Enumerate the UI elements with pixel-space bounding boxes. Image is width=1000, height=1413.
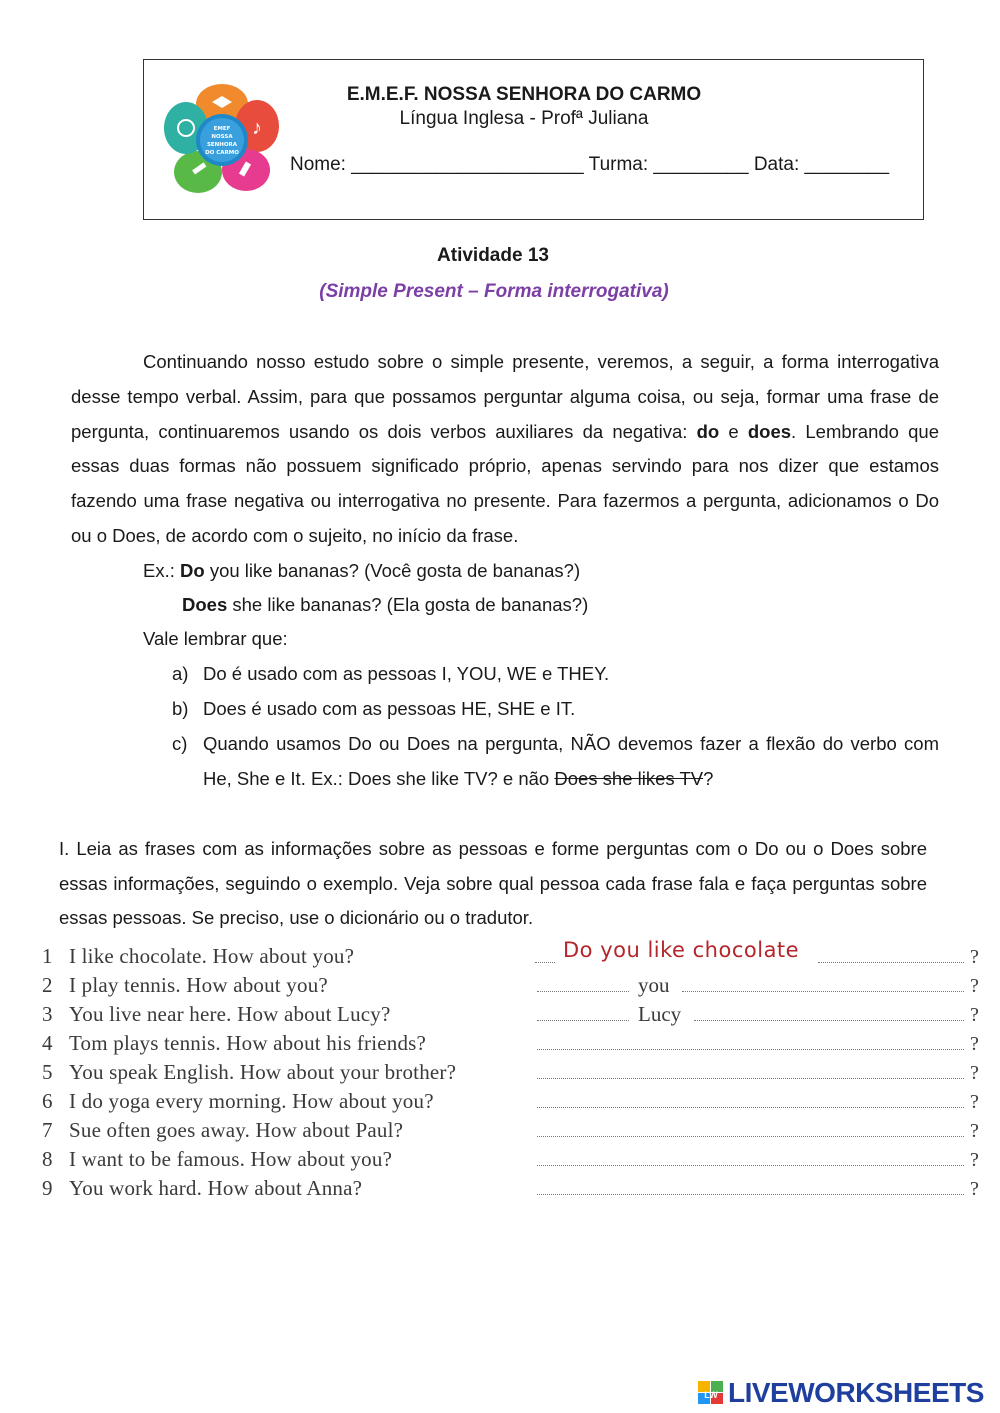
exercise-row-3 [42,1002,982,1031]
answer-field[interactable] [682,991,964,992]
exercise-number: 6 [42,1089,53,1113]
exercise-prompt: You live near here. How about Lucy? [69,1002,391,1026]
answer-field[interactable] [537,1194,964,1195]
exercise-number: 1 [42,944,53,968]
exercise-row-4 [42,1031,982,1060]
question-mark: ? [970,1004,979,1026]
exercise-row-9 [42,1176,982,1205]
logo-text-2: NOSSA [211,134,233,140]
intro-does: does [747,420,792,442]
question-mark: ? [970,1149,979,1171]
exercise-row-8 [42,1147,982,1176]
rule-a-label: a) [172,663,189,684]
rule-b [172,691,939,726]
question-mark: ? [970,1033,979,1055]
answer-field[interactable] [537,991,629,992]
header-box [143,59,924,220]
date-field[interactable]: ________ [804,154,890,175]
example-1-aux: Do [180,560,205,581]
answer-field[interactable] [537,1049,964,1050]
exercise-row-5 [42,1060,982,1089]
question-mark: ? [970,975,979,997]
name-label: Nome: [290,154,346,175]
rule-c [172,726,939,796]
question-mark: ? [970,946,979,968]
rule-c-end: ? [703,768,714,789]
intro-part1: Continuando nosso estudo sobre o simple presente, veremos, a seguir, a forma interrogativa desse tempo verbal. Assim, para que possamos perguntar alguma coisa, ou seja, formar uma frase de pergunta, continuaremos usando os dois verbos auxiliares da negativa: [71,351,939,442]
remember-label: Vale lembrar que: [143,628,288,649]
rule-b-label: b) [172,698,189,719]
exercise-prompt: You speak English. How about your brother? [69,1060,457,1084]
liveworksheets-mark-text: LW [704,1390,718,1400]
school-logo [162,82,282,198]
liveworksheets-logo[interactable] [698,1378,984,1408]
answer-field[interactable] [537,1020,629,1021]
rule-a [172,656,939,691]
logo-text-4: DO CARMO [205,150,239,156]
example-2 [182,594,588,616]
exercise-row-7 [42,1118,982,1147]
school-name: E.M.E.F. NOSSA SENHORA DO CARMO [346,84,702,105]
answer-field[interactable] [537,1136,964,1137]
logo-text-1: EMEF [213,126,231,132]
exercise-prompt: I want to be famous. How about you? [69,1147,393,1171]
question-mark: ? [970,1120,979,1142]
exercise-number: 3 [42,1002,53,1026]
rule-c-label: c) [172,733,188,754]
intro-paragraph [71,345,939,554]
rule-b-text: Does é usado com as pessoas HE, SHE e IT. [203,698,576,719]
exercise-row-6 [42,1089,982,1118]
exercise-number: 9 [42,1176,53,1200]
subject-line: Língua Inglesa - Profª Juliana [399,108,649,129]
exercise-prompt: I do yoga every morning. How about you? [69,1089,434,1113]
music-note-icon: ♪ [252,117,262,139]
exercise-instructions: I. Leia as frases com as informações sobre as pessoas e forme perguntas com o Do ou o Does sobre essas informações, seguindo o exemplo. Veja sobre qual pessoa cada frase fala e faça perguntas sobre essas pessoas. Se preciso, use o dicionário ou o tradutor. [59,838,927,929]
answer-field[interactable] [537,1078,964,1079]
example-prefix: Ex.: [143,560,181,581]
liveworksheets-brand: LIVEWORKSHEETS [728,1377,984,1408]
intro-part3: . Lembrando que essas duas formas não possuem significado próprio, apenas servindo para nos dizer que estamos fazendo uma frase negativa ou interrogativa no presente. Para fazermos a pergunta, adicionamos o Do ou o Does, de acordo com o sujeito, no início da frase. [71,420,939,546]
exercise-prompt: Sue often goes away. How about Paul? [69,1118,404,1142]
answer-field[interactable] [694,1020,964,1021]
exercise-subject: Lucy [638,1002,682,1026]
answer-field[interactable] [537,1107,964,1108]
example-2-aux: Does [182,594,228,615]
rule-c-struck: Does she likes TV [554,768,704,789]
answer-line [535,962,555,963]
question-mark: ? [970,1178,979,1200]
activity-title: Atividade 13 [437,245,549,266]
rule-a-text: Do é usado com as pessoas I, YOU, WE e THEY. [203,663,610,684]
exercise-number: 8 [42,1147,53,1171]
rule-c-body [203,726,939,796]
exercise-number: 7 [42,1118,53,1142]
rule-c-text: Quando usamos Do ou Does na pergunta, NÃO devemos fazer a flexão do verbo com He, She e It. Ex.: Does she like TV? e não [203,733,939,789]
class-field[interactable]: _________ [653,154,749,175]
date-label: Data: [753,154,800,175]
answer-line [818,962,964,963]
exercise-prompt: You work hard. How about Anna? [69,1176,363,1200]
exercise-number: 5 [42,1060,53,1084]
intro-part2: e [719,420,748,442]
exercise-number: 2 [42,973,53,997]
question-mark: ? [970,1091,979,1113]
activity-subtitle: (Simple Present – Forma interrogativa) [319,281,669,302]
question-mark: ? [970,1062,979,1084]
class-label: Turma: [588,154,649,175]
example-1 [143,560,580,582]
liveworksheets-mark-icon [698,1381,724,1405]
student-fields [290,154,889,176]
exercise-row-1 [42,938,982,973]
example-1-text: you like bananas? (Você gosta de bananas?) [204,560,581,581]
exercise-prompt: I like chocolate. How about you? [69,944,355,968]
intro-do: do [696,420,720,442]
example-2-text: she like bananas? (Ela gosta de bananas?) [227,594,589,615]
exercise-row-2 [42,973,982,1002]
exercise-prompt: I play tennis. How about you? [69,973,328,997]
logo-text-3: SENHORA [206,142,238,148]
answer-field[interactable]: Do you like chocolate [563,938,800,962]
answer-field[interactable] [537,1165,964,1166]
exercise-number: 4 [42,1031,53,1055]
exercise-prompt: Tom plays tennis. How about his friends? [69,1031,427,1055]
name-field[interactable]: ______________________ [351,154,584,175]
exercise-subject: you [638,973,670,997]
